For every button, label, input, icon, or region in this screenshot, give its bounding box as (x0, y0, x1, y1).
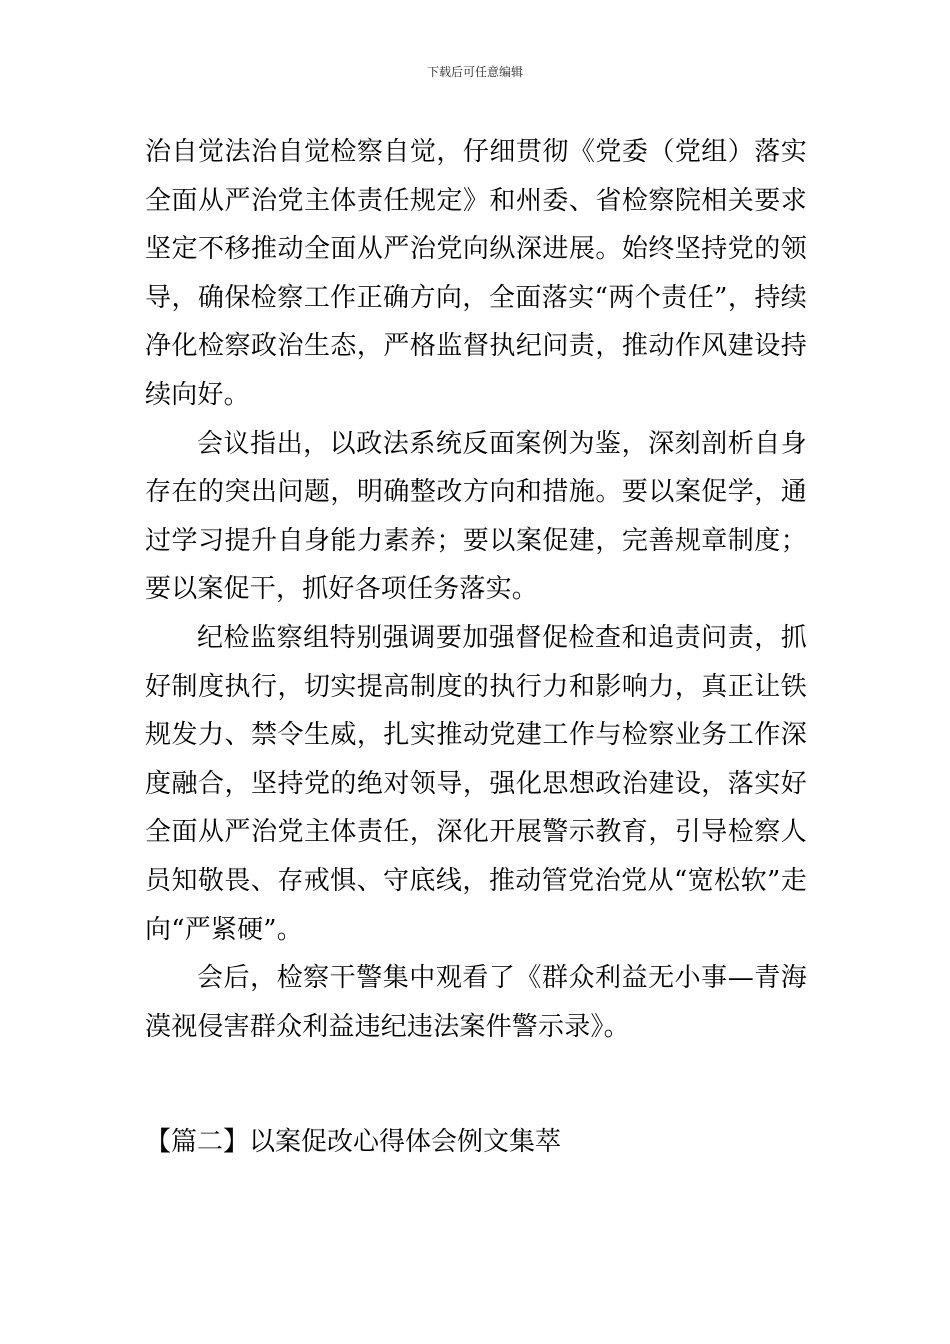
section-heading: 【篇二】以案促改心得体会例文集萃 (145, 1127, 562, 1157)
paragraph-meeting-notes: 会议指出，以政法系统反面案例为鉴，深刻剖析自身存在的突出问题，明确整改方向和措施。要以案促学，通过学习提升自身能力素养；要以案促建，完善规章制度；要以案促干，抓好各项任务落实。 (145, 428, 807, 605)
paragraph-discipline-emphasis: 纪检监察组特别强调要加强督促检查和追责问责，抓好制度执行，切实提高制度的执行力和影响力，真正让铁规发力、禁令生威，扎实推动党建工作与检察业务工作深度融合，坚持党的绝对领导，强化思想政治建设，落实好全面从严治党主体责任，深化开展警示教育，引导检察人员知敬畏、存戒惧、守底线，推动管党治党从“宽松软”走向“严紧硬”。 (145, 622, 807, 945)
paragraph-after-meeting: 会后，检察干警集中观看了《群众利益无小事—青海漠视侵害群众利益违纪违法案件警示录》。 (145, 963, 807, 1042)
document-body (145, 128, 807, 1051)
paragraph-continuation: 治自觉法治自觉检察自觉，仔细贯彻《党委（党组）落实全面从严治党主体责任规定》和州委、省检察院相关要求坚定不移推动全面从严治党向纵深进展。始终坚持党的领导，确保检察工作正确方向，全面落实“两个责任”，持续净化检察政治生态，严格监督执纪问责，推动作风建设持续向好。 (145, 137, 807, 410)
page-header-note: 下载后可任意编辑 (426, 65, 523, 79)
